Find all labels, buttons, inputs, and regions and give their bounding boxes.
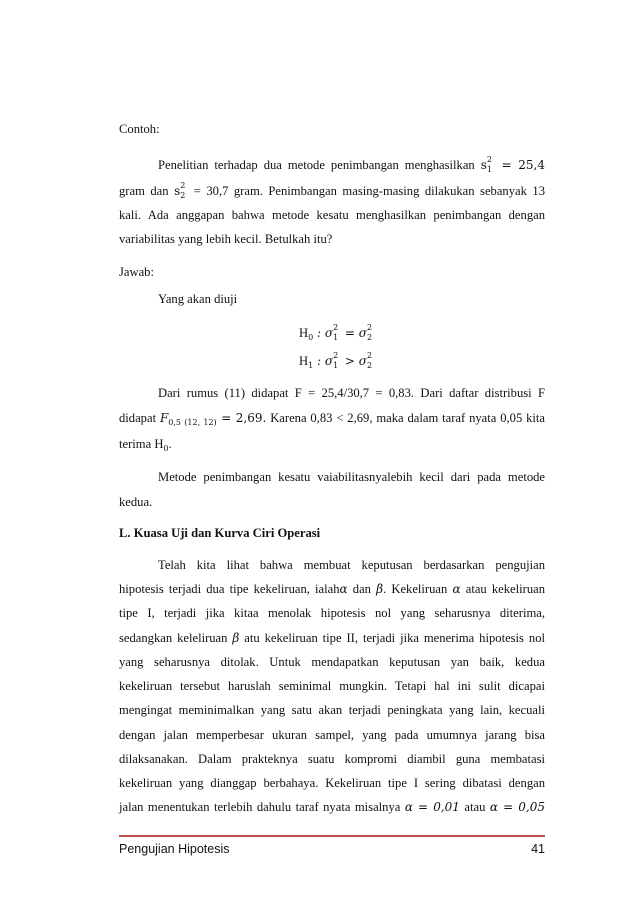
h0-sup2: 2 (366, 323, 373, 332)
h0-sub1: 1 (333, 333, 339, 342)
h1-op: > σ (341, 354, 367, 368)
h0-op: = σ (341, 326, 367, 340)
s1-value: = 25,4 (494, 158, 545, 172)
h1-label: H (299, 354, 309, 368)
alpha-symbol: α (339, 582, 348, 596)
h1-sup2: 2 (366, 351, 373, 360)
f-symbol: F (159, 411, 169, 425)
footer-rule (119, 835, 545, 837)
footer-title: Pengujian Hipotesis (119, 842, 230, 856)
p3-line-2: kedua. (119, 495, 153, 509)
p1-line-2-a: gram dan (119, 184, 169, 198)
p1-line-2-b: = 30,7 gram. Penimbangan masing-masing dilakukan sebanyak 13 (193, 184, 545, 198)
section-heading: L. Kuasa Uji dan Kurva Ciri Operasi (119, 526, 321, 540)
p4-line-7: mengingat meminimalkan yang satu akan terjadi peningkata yang lain, kecuali (119, 703, 545, 717)
p2-line-2-b: Karena 0,83 < 2,69, maka dalam taraf nyata 0,05 kita (270, 411, 545, 425)
p4-line-2-c: . Kekeliruan (383, 582, 453, 596)
h0-label: H (299, 326, 309, 340)
p4-line-4-a: sedangkan keleliruan (119, 631, 233, 645)
hypothesis-h0 (299, 325, 375, 346)
h1-sup1: 2 (333, 351, 339, 360)
p4-line-5: yang seharusnya ditolak. Untuk mendapatkan keputusan yan baik, kedua (119, 655, 545, 669)
alpha-001: α = 0,01 (404, 800, 460, 814)
p2-line-3-a: terima H (119, 437, 164, 451)
p1-line-3: kali. Ada anggapan bahwa metode kesatu menghasilkan penimbangan dengan (119, 208, 545, 222)
s1-symbol: s (480, 158, 487, 172)
p4-line-11-b: atau (459, 800, 490, 814)
p2-line-2-a: didapat (119, 411, 157, 425)
p4-line-1: Telah kita lihat bahwa membuat keputusan berdasarkan pengujian (158, 558, 545, 572)
hypothesis-h1 (299, 353, 375, 374)
beta-symbol-2: β (232, 631, 240, 645)
jawab-label: Jawab: (119, 265, 154, 279)
p4-line-4-b: atu kekeliruan tipe II, terjadi jika menerima hipotesis nol (239, 631, 545, 645)
page-number: 41 (531, 842, 545, 856)
p1-line-4: variabilitas yang lebih kecil. Betulkah itu? (119, 232, 333, 246)
s2-sup: 2 (180, 181, 186, 190)
p1-line-1-text: Penelitian terhadap dua metode penimbangan menghasilkan (158, 158, 475, 172)
s1-sup: 2 (486, 155, 492, 164)
h1-sub2: 2 (366, 361, 373, 370)
beta-symbol: β (376, 582, 384, 596)
p4-line-3: tipe I, terjadi jika kitaa menolak hipotesis nol yang seharusnya diterima, (119, 606, 545, 620)
s2-sub: 2 (180, 191, 186, 200)
f-value: = 2,69. (216, 411, 267, 425)
p4-line-2-b: dan (347, 582, 377, 596)
contoh-label: Contoh: (119, 122, 160, 136)
p4-line-2 (119, 581, 545, 597)
s1-sub: 1 (486, 165, 492, 174)
p4-line-2-a: hipotesis terjadi dua tipe kekeliruan, ialah (119, 582, 340, 596)
s2-symbol: s (174, 184, 181, 198)
p4-line-6: kekeliruan tersebut haruslah seminimal mungkin. Tetapi hal ini sulit dicapai (119, 679, 545, 693)
h0-sup1: 2 (333, 323, 339, 332)
alpha-symbol-2: α (452, 582, 461, 596)
alpha-005: α = 0,05 (489, 800, 545, 814)
p2-line-2 (119, 410, 545, 431)
h1-sub: 1 (308, 361, 314, 370)
h0-sigma-left: : σ (313, 326, 334, 340)
p1-line-2 (119, 183, 545, 199)
p4-line-11-a: jalan menentukan terlebih dahulu taraf nyata misalnya (119, 800, 405, 814)
h1-sigma-left: : σ (313, 354, 334, 368)
h1-sub1: 1 (333, 361, 339, 370)
p4-line-4 (119, 630, 545, 646)
yang-akan-diuji: Yang akan diuji (158, 292, 238, 306)
f-sub: 0,5 (12, 12) (168, 418, 217, 427)
p4-line-11 (119, 799, 545, 815)
p2-line-3-b: . (168, 437, 172, 451)
p1-line-1 (158, 157, 545, 173)
h0-sub2: 2 (366, 333, 373, 342)
p4-line-8: dengan jalan memperbesar ukuran sampel, yang pada umumnya jarang bisa (119, 728, 545, 742)
p3-line-1: Metode penimbangan kesatu vaiabilitasnyalebih kecil dari pada metode (158, 470, 545, 484)
p4-line-9: dilaksanakan. Dalam prakteknya suatu kompromi diambil guna membatasi (119, 752, 545, 766)
p4-line-10: kekeliruan yang dianggap berbahaya. Kekeliruan tipe I sering dibatasi dengan (119, 776, 545, 790)
p4-line-2-d: atau kekeliruan (460, 582, 545, 596)
h0-sub: 0 (308, 333, 314, 342)
p2-line-3 (119, 436, 545, 457)
p2-line-1: Dari rumus (11) didapat F = 25,4/30,7 = 0,83. Dari daftar distribusi F (158, 386, 545, 400)
h0-accept-sub: 0 (163, 444, 169, 453)
